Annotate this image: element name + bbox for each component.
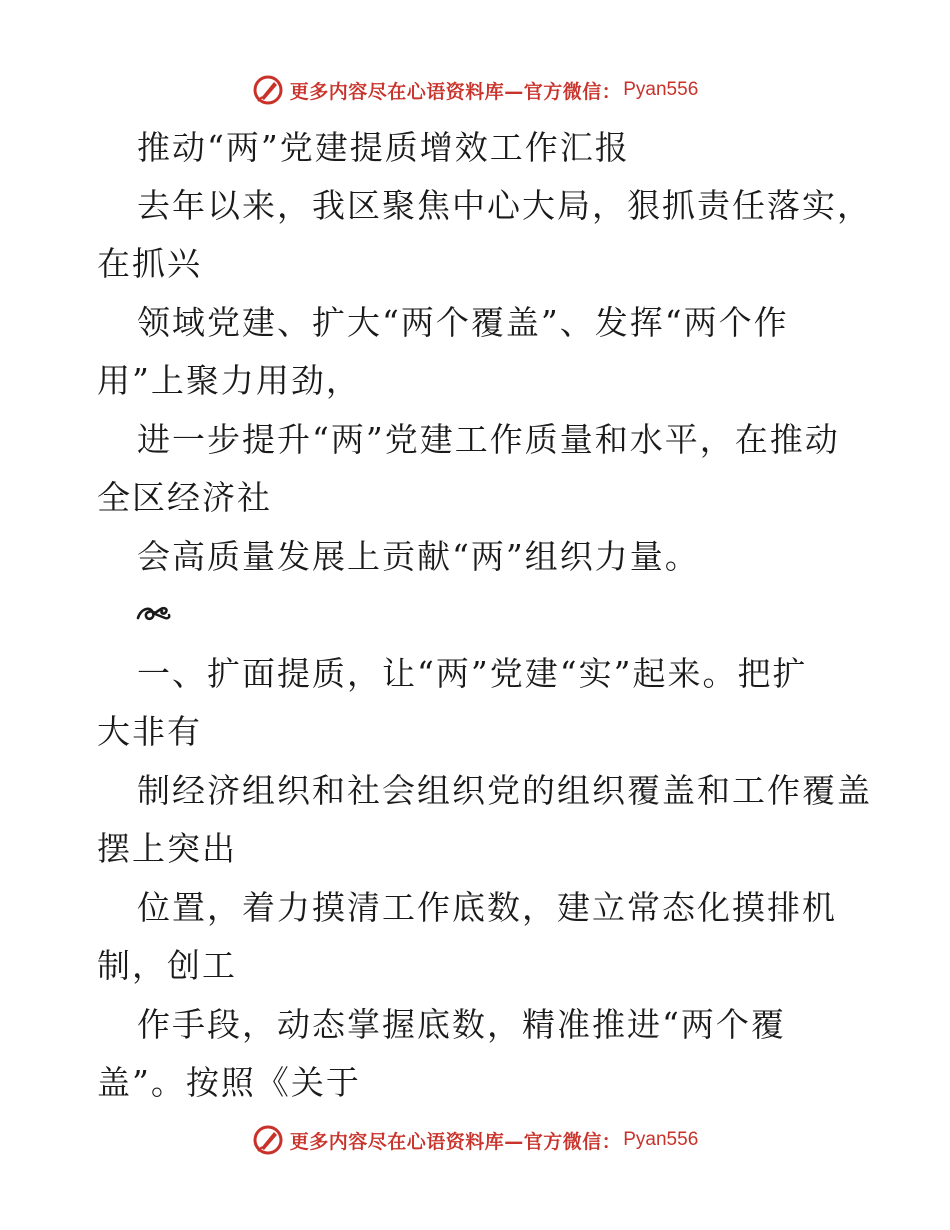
text-line: 去年以来，我区聚焦中心大局，狠抓责任落实， — [137, 186, 872, 225]
quill-pen-icon — [252, 74, 284, 106]
footer-banner — [0, 1120, 950, 1160]
text-line: 大非有 — [97, 712, 202, 751]
banner-site-text: 更多内容尽在心语资料库—官方微信： — [289, 80, 622, 103]
flourish-ornament-icon — [135, 600, 173, 626]
text-line: 会高质量发展上贡献“两”组织力量。 — [137, 537, 700, 576]
text-line: 制经济组织和社会组织党的组织覆盖和工作覆盖 — [137, 771, 872, 810]
text-line: 领域党建、扩大“两个覆盖”、发挥“两个作 — [137, 303, 789, 342]
text-line: 全区经济社 — [97, 478, 272, 517]
quill-pen-icon — [252, 1124, 284, 1156]
header-banner — [0, 70, 950, 110]
document-title: 推动“两”党建提质增效工作汇报 — [137, 128, 630, 167]
text-line: 盖”。按照《关于 — [97, 1063, 361, 1102]
text-line: 进一步提升“两”党建工作质量和水平，在推动 — [137, 420, 840, 459]
text-line: 摆上突出 — [97, 829, 237, 868]
banner-wechat-id: Pyan556 — [623, 79, 699, 100]
banner-site-text: 更多内容尽在心语资料库—官方微信： — [289, 1130, 622, 1153]
banner-wechat-id: Pyan556 — [623, 1129, 699, 1150]
text-line: 用”上聚力用劲， — [97, 361, 361, 400]
text-line: 一、扩面提质，让“两”党建“实”起来。把扩 — [137, 654, 808, 693]
text-line: 在抓兴 — [97, 244, 202, 283]
text-line: 制，创工 — [97, 946, 237, 985]
text-line: 位置，着力摸清工作底数，建立常态化摸排机 — [137, 888, 837, 927]
text-line: 作手段，动态掌握底数，精准推进“两个覆 — [137, 1005, 786, 1044]
